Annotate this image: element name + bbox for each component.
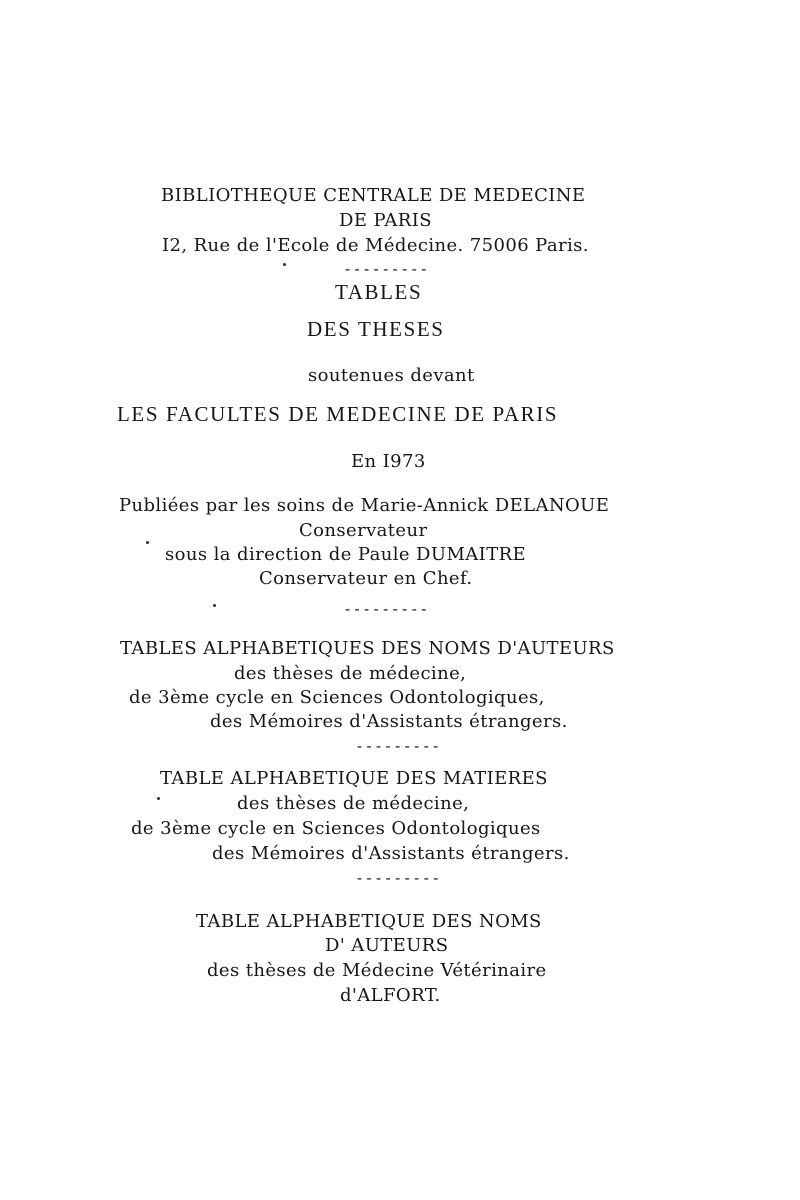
section-2-heading: TABLE ALPHABETIQUE DES MATIERES <box>160 768 548 789</box>
scan-speck <box>157 797 160 800</box>
scan-speck <box>146 541 149 544</box>
section-1-line: de 3ème cycle en Sciences Odontologiques, <box>129 687 545 708</box>
section-3-line: D' AUTEURS <box>325 935 449 956</box>
section-2-line: des Mémoires d'Assistants étrangers. <box>212 843 570 864</box>
section-3-line: des thèses de Médecine Vétérinaire <box>207 960 547 981</box>
section-2-line: de 3ème cycle en Sciences Odontologiques <box>131 818 541 839</box>
credits-published-by: Publiées par les soins de Marie-Annick DELANOUE <box>119 495 610 516</box>
scan-speck <box>283 263 286 266</box>
section-3-heading: TABLE ALPHABETIQUE DES NOMS <box>196 911 542 932</box>
title-des-theses: DES THESES <box>307 317 445 341</box>
title-soutenues-devant: soutenues devant <box>308 365 475 386</box>
title-year: En I973 <box>351 451 426 472</box>
title-facultes: LES FACULTES DE MEDECINE DE PARIS <box>117 402 559 426</box>
section-1-line: des thèses de médecine, <box>234 663 467 684</box>
credits-direction: sous la direction de Paule DUMAITRE <box>165 544 527 565</box>
section-3-line: d'ALFORT. <box>340 985 441 1006</box>
separator: --------- <box>355 869 441 887</box>
library-name-line2: DE PARIS <box>339 210 432 231</box>
library-name-line1: BIBLIOTHEQUE CENTRALE DE MEDECINE <box>161 185 586 206</box>
separator: --------- <box>355 737 441 755</box>
library-address: I2, Rue de l'Ecole de Médecine. 75006 Paris. <box>162 235 589 256</box>
scan-speck <box>213 604 216 607</box>
credits-role-1: Conservateur <box>299 520 428 541</box>
section-2-line: des thèses de médecine, <box>237 793 470 814</box>
separator: --------- <box>343 600 429 618</box>
separator: --------- <box>343 260 429 278</box>
title-tables: TABLES <box>335 280 423 304</box>
credits-role-2: Conservateur en Chef. <box>259 568 473 589</box>
section-1-line: des Mémoires d'Assistants étrangers. <box>210 711 568 732</box>
section-1-heading: TABLES ALPHABETIQUES DES NOMS D'AUTEURS <box>120 638 615 659</box>
